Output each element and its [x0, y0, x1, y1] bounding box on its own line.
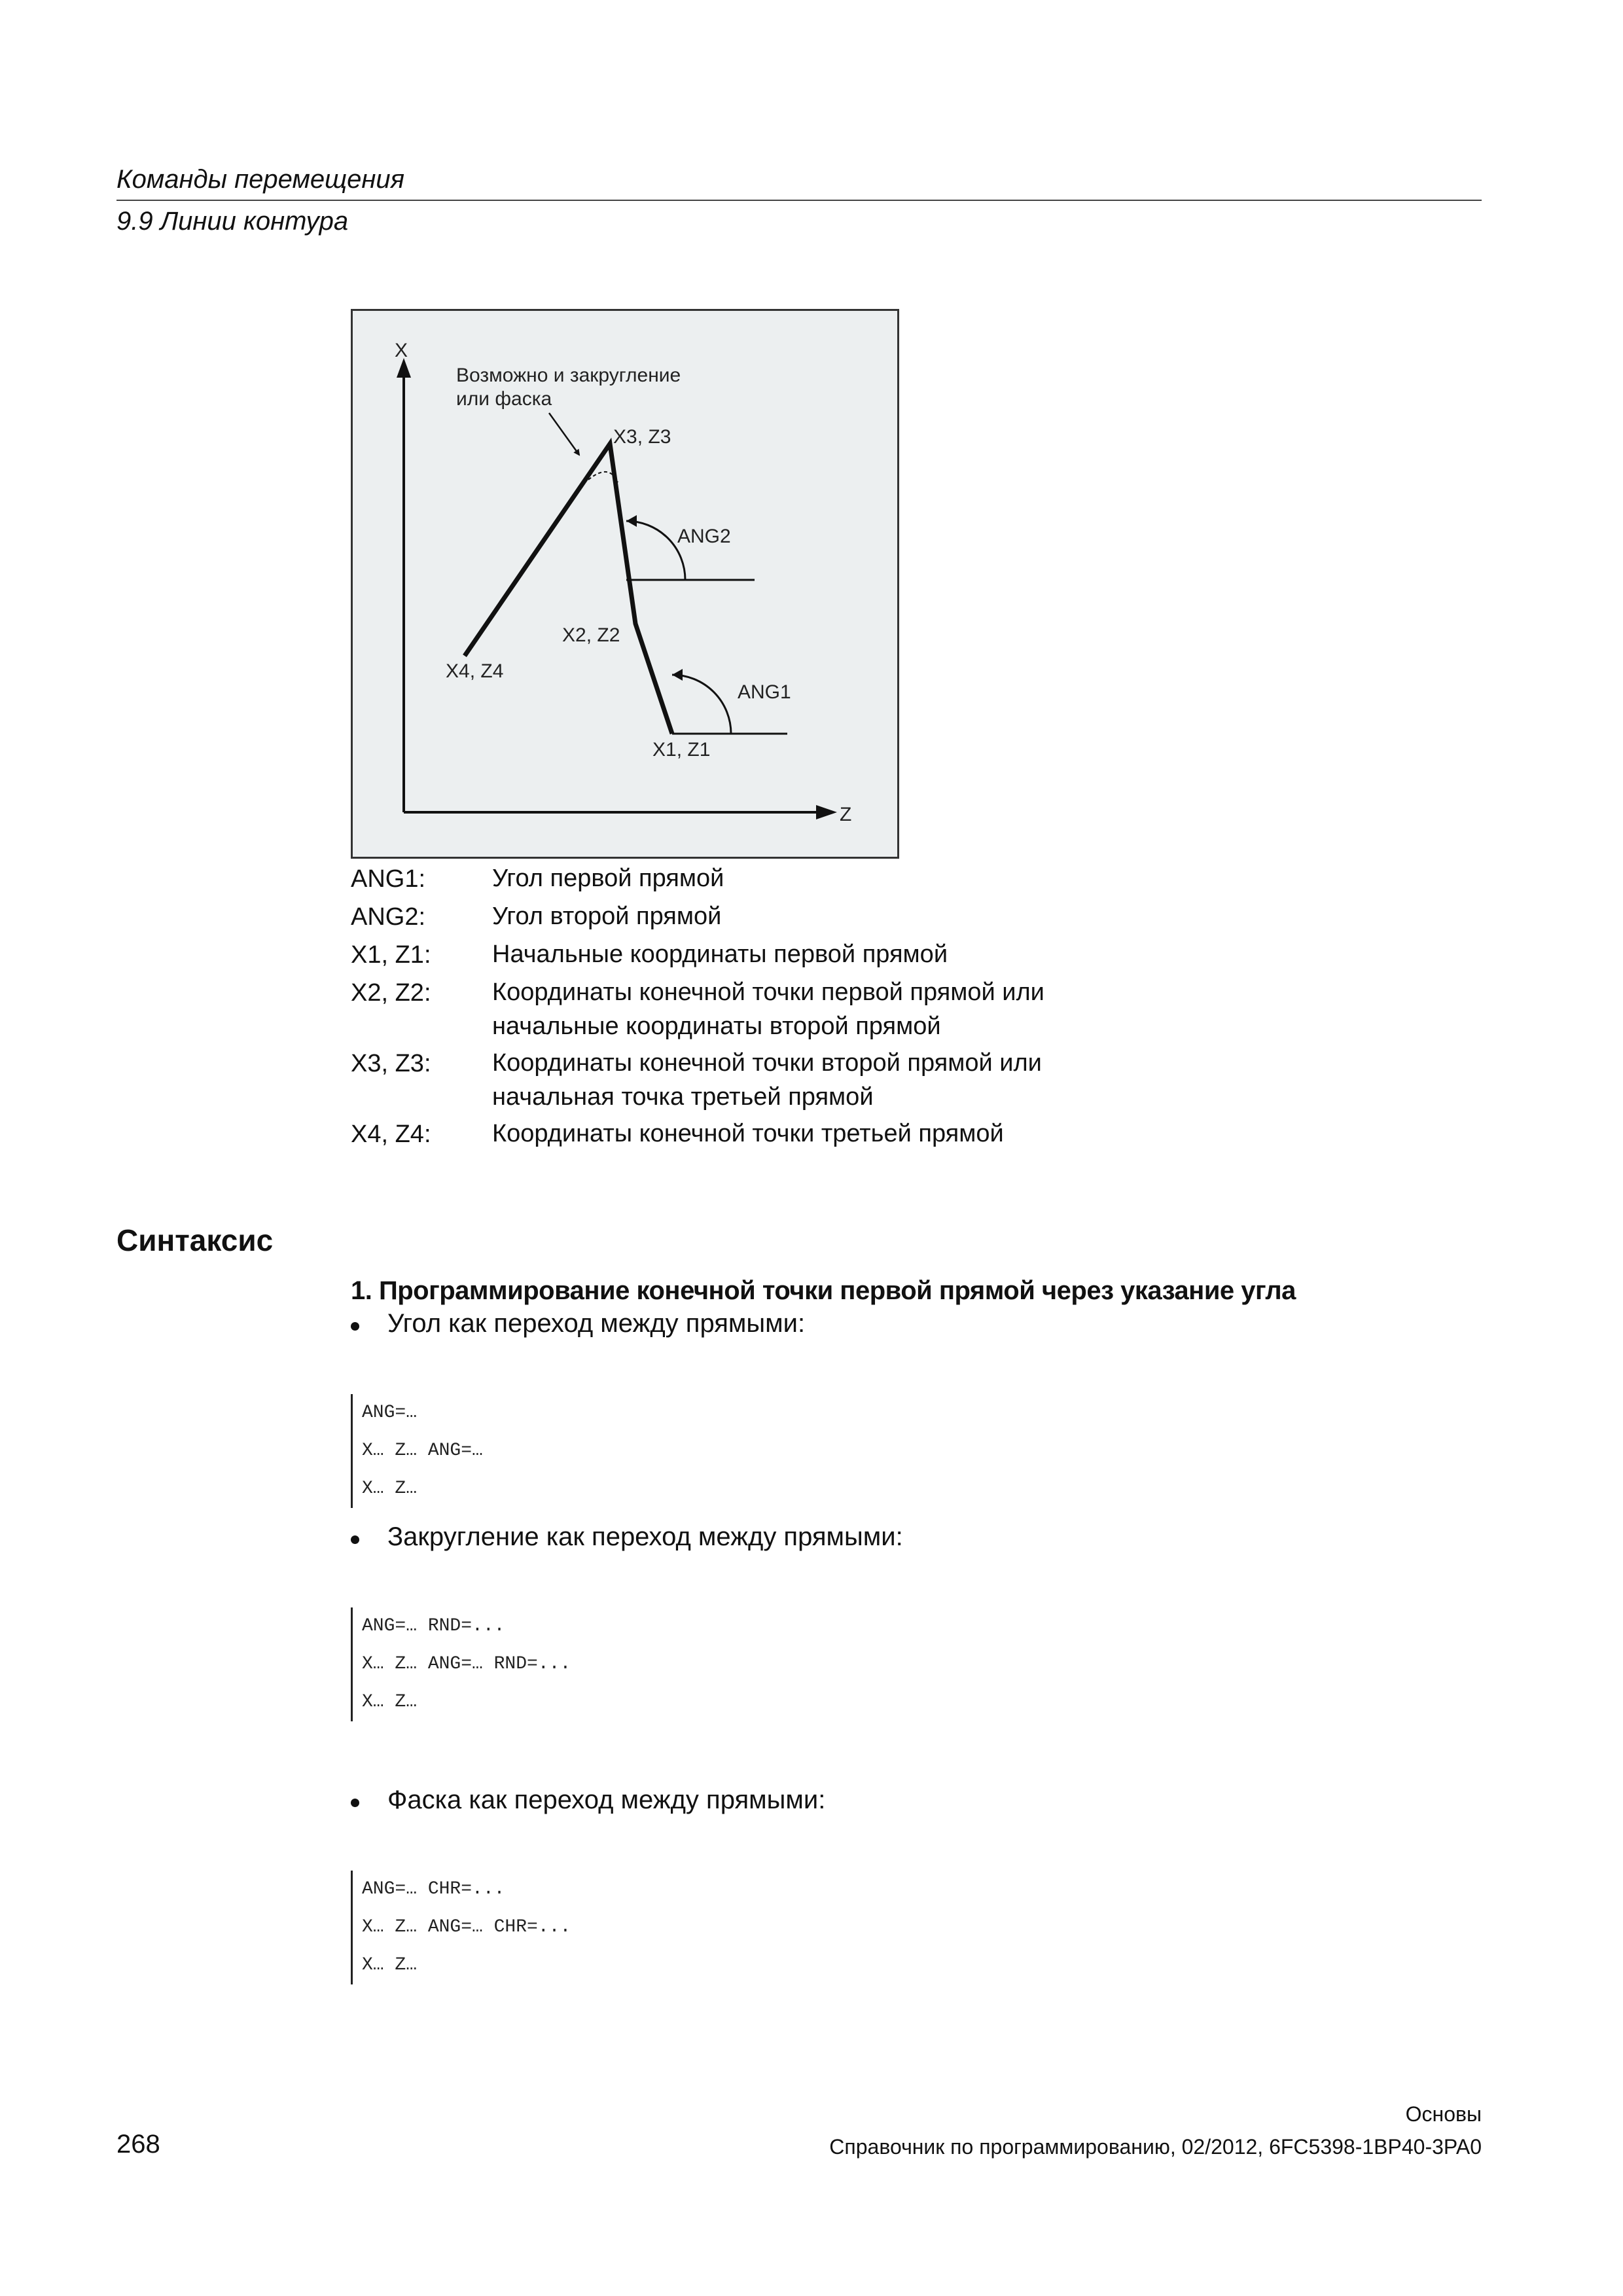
code-block-chamfer	[351, 1871, 951, 1984]
x-axis-label: X	[395, 340, 408, 361]
section-subtitle: 9.9 Линии контура	[116, 207, 349, 236]
legend-term-ang1: ANG1:	[351, 865, 426, 893]
legend-desc-p3: Координаты конечной точки второй прямой или начальная точка третьей прямой	[492, 1049, 1042, 1111]
header-divider	[116, 200, 1482, 201]
legend-desc-ang1: Угол первой прямой	[492, 865, 724, 892]
code-block-angle	[351, 1394, 951, 1508]
ang1-arc	[672, 675, 731, 734]
code-line: ANG=… CHR=...	[362, 1879, 505, 1899]
bullet-dot-icon	[351, 1799, 359, 1807]
legend-desc-p2: Координаты конечной точки первой прямой или начальные координаты второй прямой	[492, 978, 1044, 1040]
point-3-label: X3, Z3	[613, 426, 671, 448]
point-1-label: X1, Z1	[652, 739, 711, 761]
code-line: X… Z… ANG=…	[362, 1441, 483, 1461]
contour-line	[465, 444, 672, 734]
code-line: X… Z…	[362, 1479, 418, 1499]
contour-diagram	[353, 311, 897, 857]
ang2-label: ANG2	[677, 526, 731, 547]
legend-term-ang2: ANG2:	[351, 903, 426, 931]
ang1-arrowhead	[672, 669, 683, 681]
section-title: Синтаксис	[116, 1223, 274, 1257]
point-4-label: X4, Z4	[446, 660, 504, 682]
contour-figure	[351, 309, 899, 859]
z-axis-arrow	[816, 805, 837, 819]
legend-term-p1: X1, Z1:	[351, 941, 431, 969]
note-pointer	[549, 413, 579, 455]
footer-book-title: Основы	[1405, 2102, 1482, 2126]
legend-desc-ang2: Угол второй прямой	[492, 903, 722, 930]
page-number: 268	[116, 2130, 160, 2159]
z-axis-label: Z	[840, 804, 852, 825]
legend-term-p4: X4, Z4:	[351, 1121, 431, 1148]
legend-desc-p1: Начальные координаты первой прямой	[492, 941, 948, 968]
bullet-text: Угол как переход между прямыми:	[387, 1309, 806, 1338]
legend-term-p3: X3, Z3:	[351, 1050, 431, 1077]
code-block-rounding	[351, 1607, 951, 1721]
code-line: ANG=…	[362, 1403, 418, 1423]
chapter-title: Команды перемещения	[116, 165, 405, 194]
legend-term-p2: X2, Z2:	[351, 979, 431, 1007]
ang2-arc	[626, 521, 685, 580]
bullet-dot-icon	[351, 1322, 359, 1331]
subsection-title: 1. Программирование конечной точки первой прямой через указание угла	[351, 1276, 1296, 1305]
ang1-label: ANG1	[738, 681, 791, 703]
code-line: X… Z…	[362, 1955, 418, 1975]
bullet-text: Закругление как переход между прямыми:	[387, 1522, 903, 1551]
bullet-text: Фаска как переход между прямыми:	[387, 1785, 826, 1814]
note-line-2: или фаска	[456, 388, 552, 410]
point-2-label: X2, Z2	[562, 624, 620, 646]
code-line: X… Z…	[362, 1692, 418, 1712]
bullet-dot-icon	[351, 1535, 359, 1544]
legend-desc-p4: Координаты конечной точки третьей прямой	[492, 1120, 1004, 1147]
code-line: X… Z… ANG=… RND=...	[362, 1654, 571, 1674]
footer-reference: Справочник по программированию, 02/2012, 6FC5398-1BP40-3PA0	[829, 2135, 1482, 2159]
code-line: X… Z… ANG=… CHR=...	[362, 1917, 571, 1937]
note-line-1: Возможно и закругление	[456, 365, 681, 386]
code-line: ANG=… RND=...	[362, 1616, 505, 1636]
ang2-arrowhead	[626, 515, 637, 527]
